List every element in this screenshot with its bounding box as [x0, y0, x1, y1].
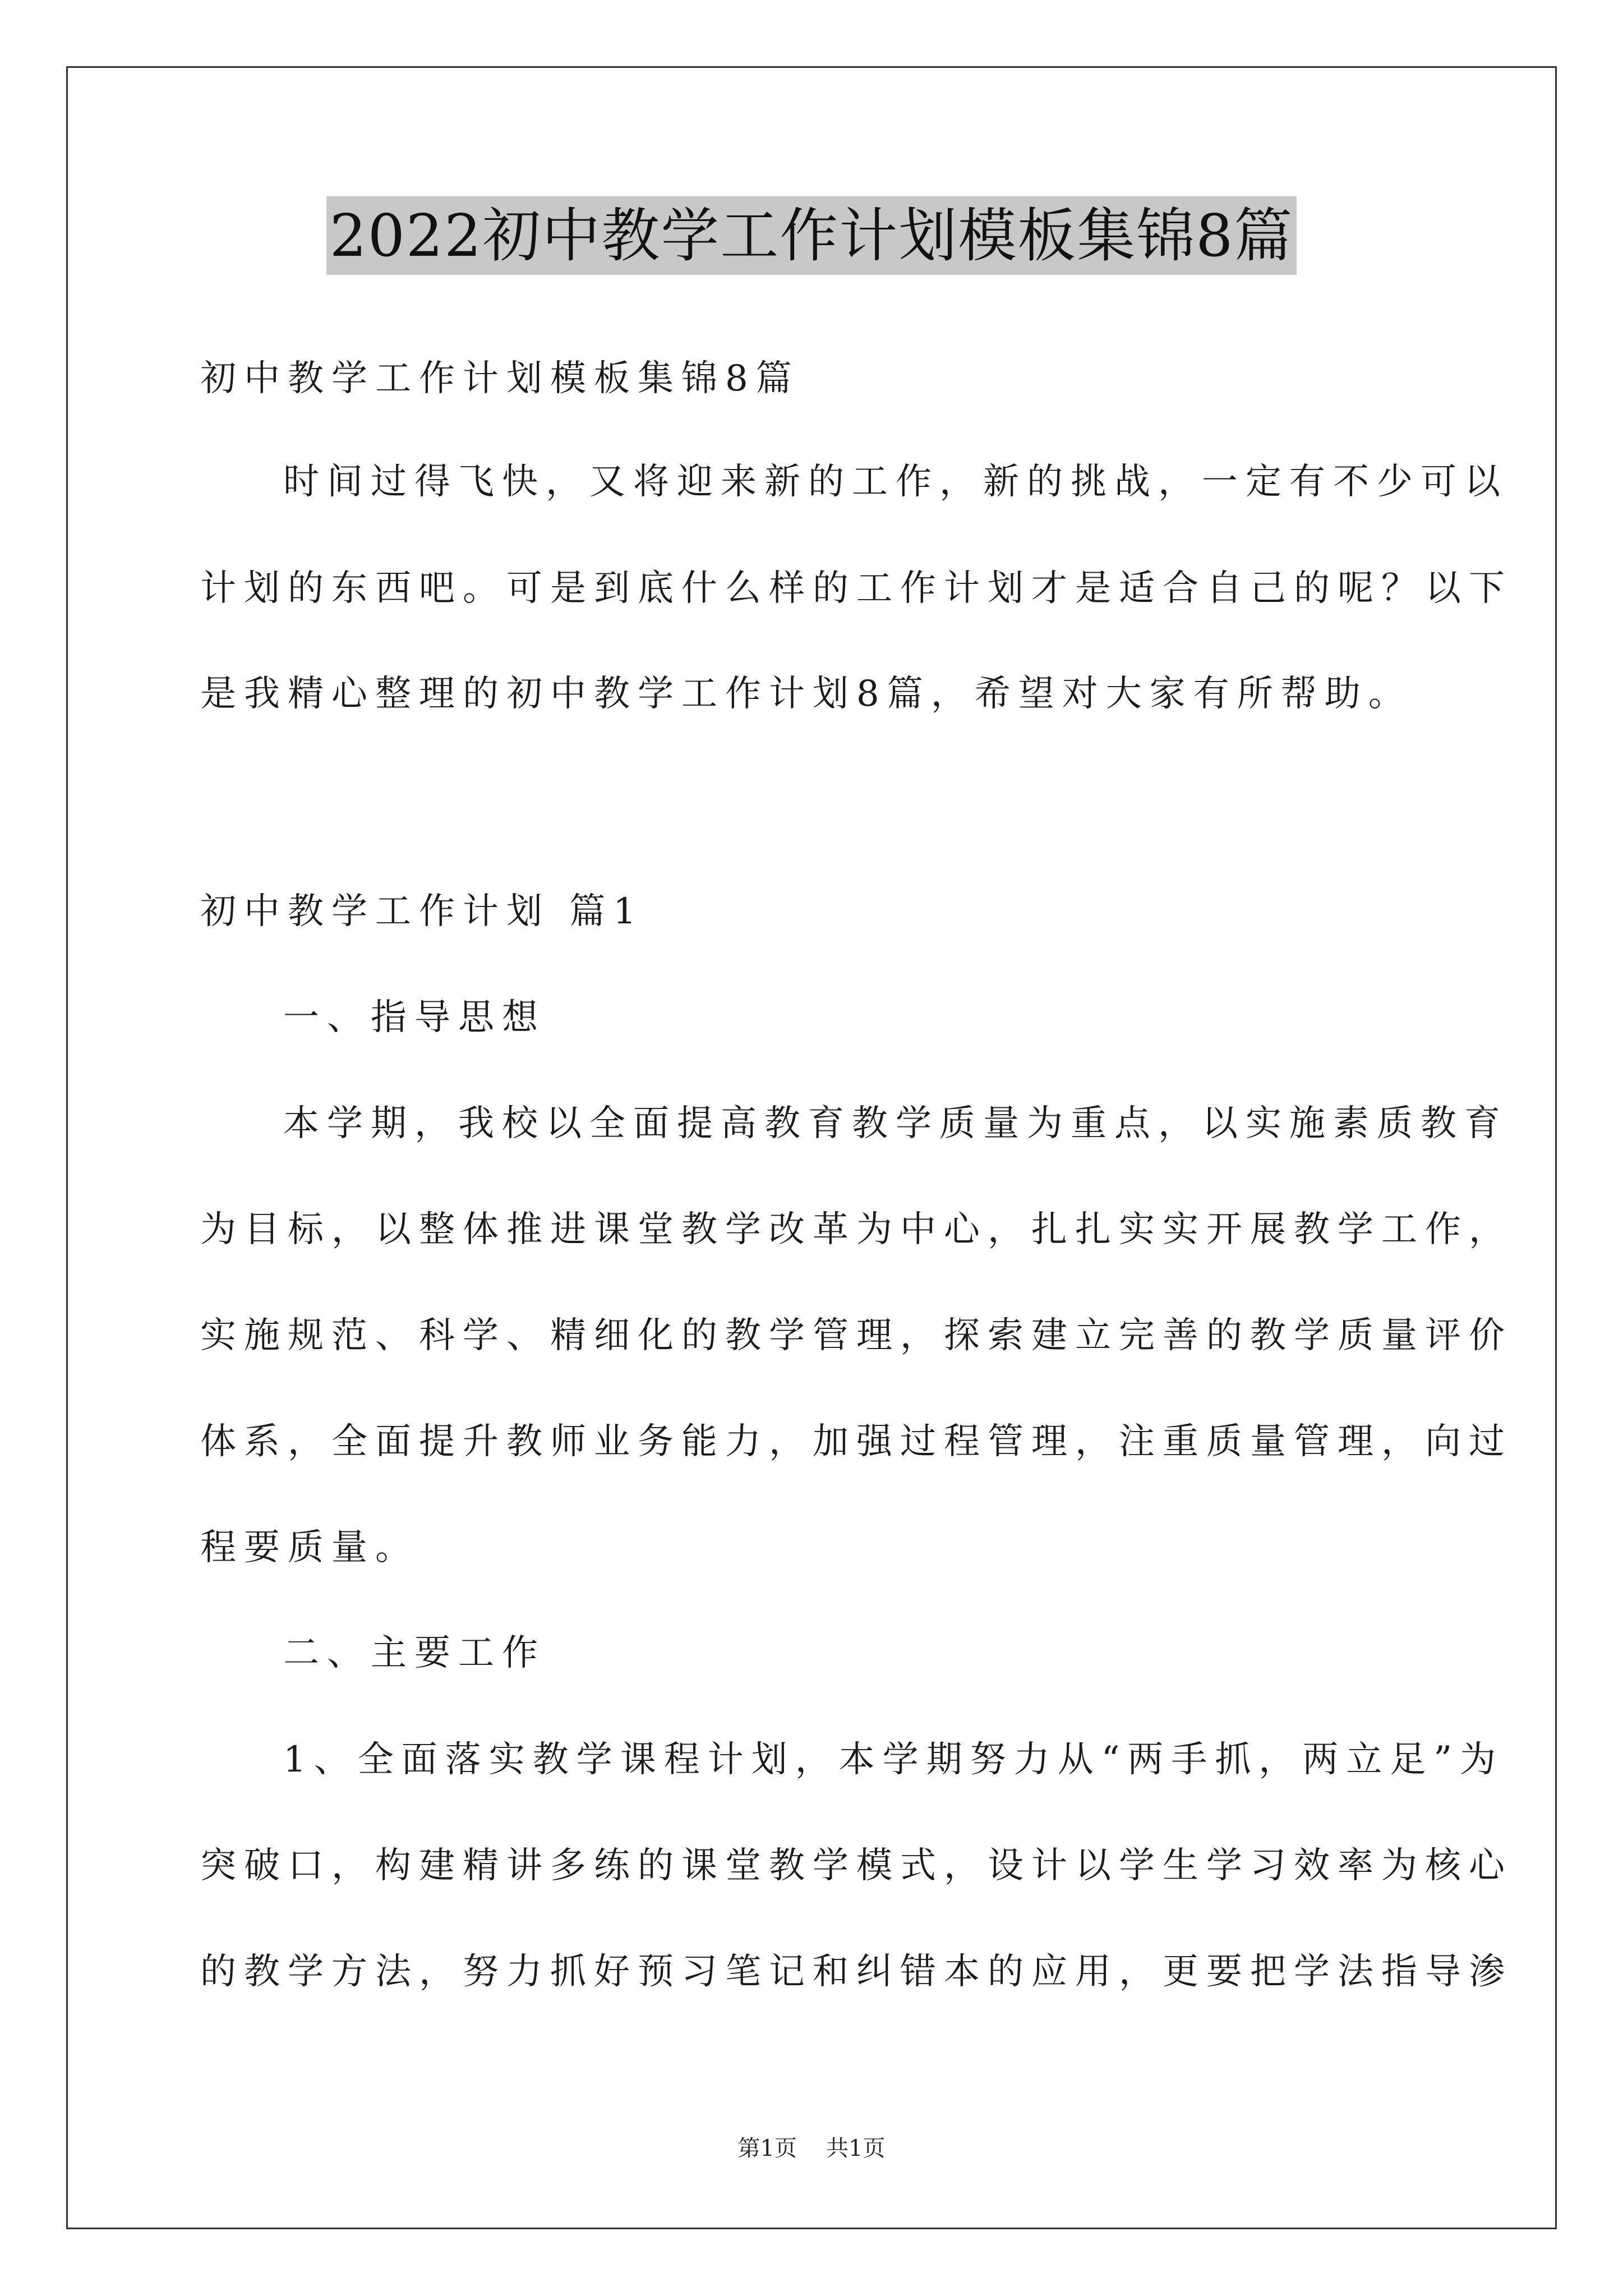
main-work-line-1: 1、全面落实教学课程计划，本学期努力从“两手抓，两立足”为 — [283, 1739, 1504, 1780]
intro-line-3: 是我精心整理的初中教学工作计划8篇，希望对大家有所帮助。 — [200, 673, 1412, 715]
guiding-line-3: 实施规范、科学、精细化的教学管理，探索建立完善的教学质量评价 — [200, 1315, 1513, 1356]
guiding-line-1: 本学期，我校以全面提高教育教学质量为重点，以实施素质教育 — [283, 1103, 1508, 1144]
guiding-line-2: 为目标，以整体推进课堂教学改革为中心，扎扎实实开展教学工作， — [200, 1209, 1513, 1250]
main-work-line-2: 突破口，构建精讲多练的课堂教学模式，设计以学生学习效率为核心 — [200, 1845, 1513, 1887]
guiding-line-4: 体系，全面提升教师业务能力，加强过程管理，注重质量管理，向过 — [200, 1421, 1513, 1462]
guiding-line-5: 程要质量。 — [200, 1527, 419, 1568]
intro-line-1: 时间过得飞快，又将迎来新的工作，新的挑战，一定有不少可以 — [283, 461, 1508, 503]
document-title: 2022初中教学工作计划模板集锦8篇 — [326, 196, 1297, 275]
document-subtitle: 初中教学工作计划模板集锦8篇 — [200, 358, 800, 399]
main-work-line-3: 的教学方法，努力抓好预习笔记和纠错本的应用，更要把学法指导渗 — [200, 1951, 1513, 1993]
guiding-heading: 一、指导思想 — [283, 997, 546, 1038]
section-heading: 初中教学工作计划 篇1 — [200, 891, 644, 932]
page-number-current: 第1页 — [737, 2136, 797, 2161]
main-work-heading: 二、主要工作 — [283, 1632, 546, 1674]
intro-line-2: 计划的东西吧。可是到底什么样的工作计划才是适合自己的呢？以下 — [200, 568, 1513, 609]
page-number-total: 共1页 — [826, 2136, 886, 2161]
page-footer — [0, 2132, 1623, 2165]
title-wrap — [0, 196, 1623, 275]
